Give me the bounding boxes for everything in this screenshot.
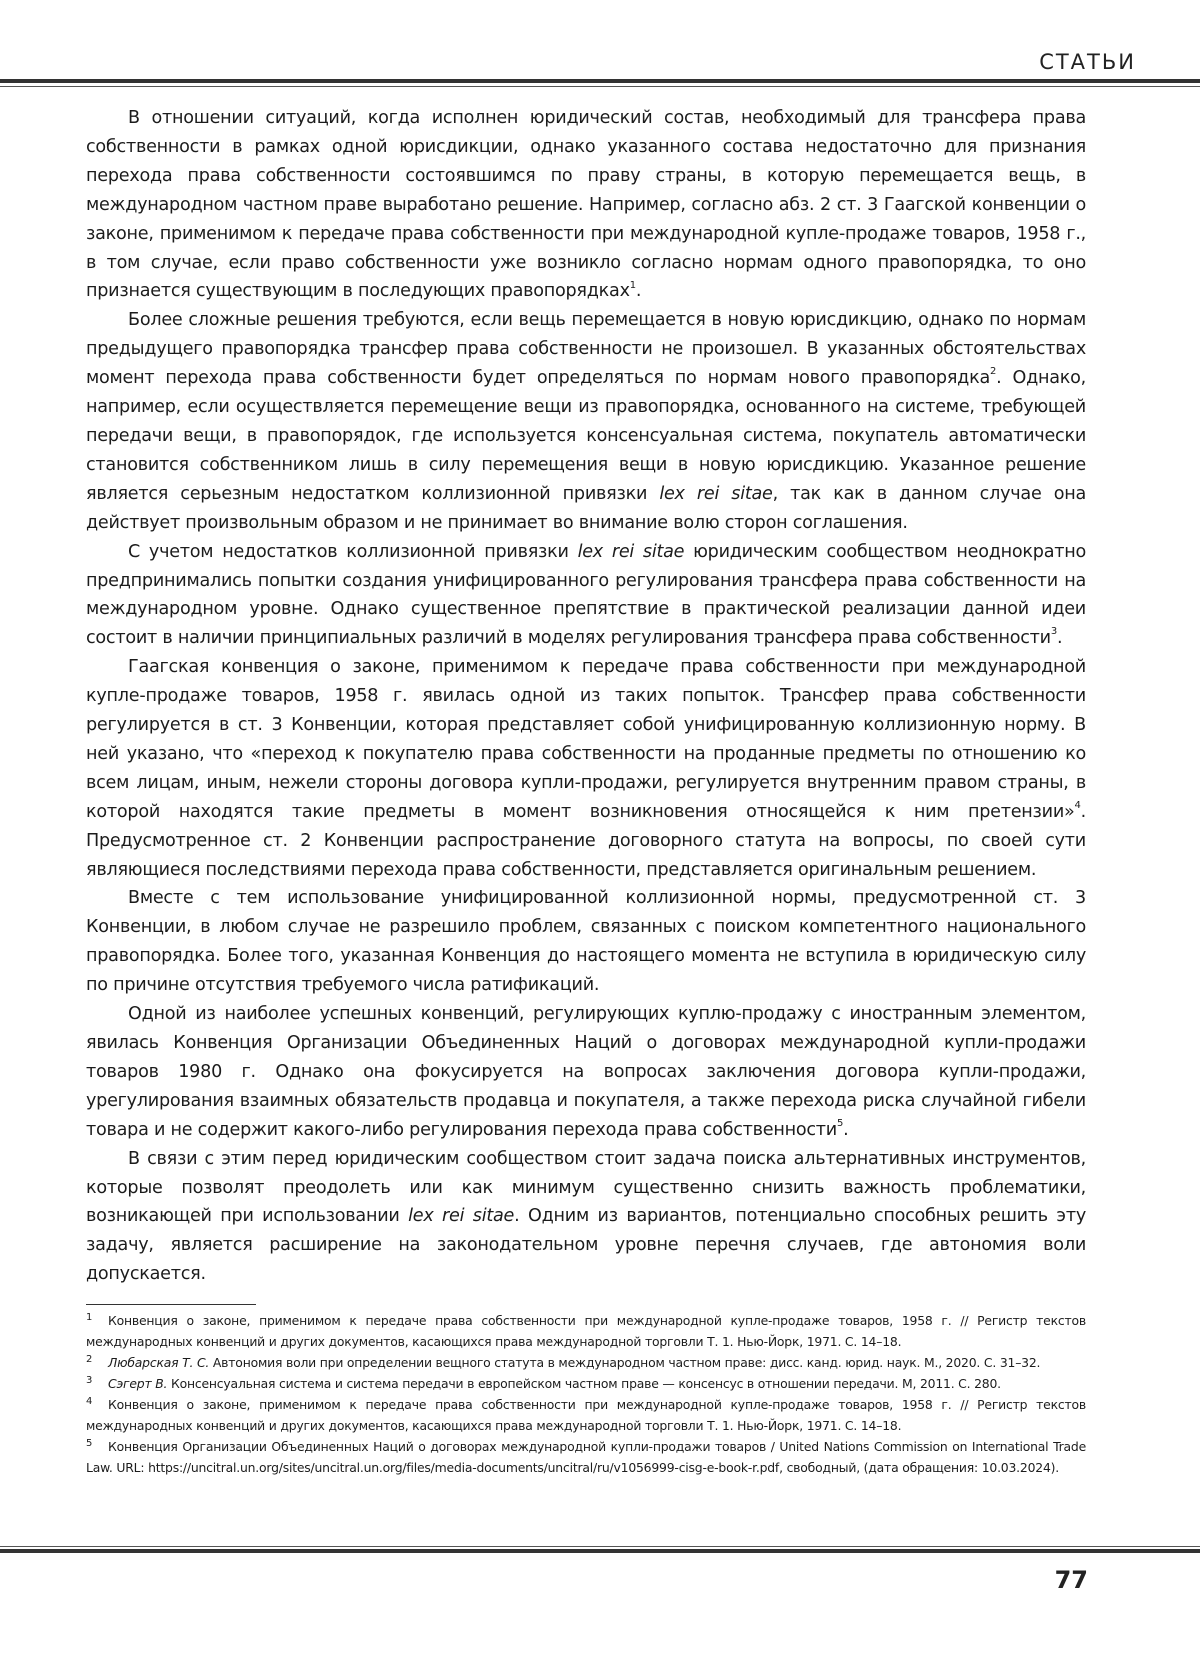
italic-text: lex rei sitae bbox=[408, 1206, 515, 1227]
page-number: 77 bbox=[1054, 1566, 1088, 1594]
footnote-reference: 1 bbox=[629, 279, 636, 291]
footnote-reference: 4 bbox=[1074, 799, 1081, 811]
text-run: . bbox=[635, 281, 642, 302]
text-run: Конвенция о законе, применимом к передаче права собственности при международной купле-продаже товаров, 1958 г. // Регистр текстов международных конвенций и других документов, касающихся права международной торговли Т. 1. Нью-Йорк, 1971. С. 14–18. bbox=[86, 1313, 1086, 1349]
italic-text: Сэгерт В. bbox=[108, 1376, 168, 1391]
text-run: В связи с этим перед юридическим сообществом стоит задача поиска альтернативных инструментов, которые позволят преодолеть или как минимум существенно снизить важность проблематики, возникающей при использовании bbox=[86, 1148, 1086, 1227]
italic-text: lex rei sitae bbox=[659, 483, 773, 504]
italic-text: Любарская Т. С. bbox=[108, 1355, 210, 1370]
italic-text: lex rei sitae bbox=[577, 541, 685, 562]
footnote-separator bbox=[86, 1304, 256, 1305]
text-run: юридическим сообществом неоднократно предпринимались попытки создания унифицированного регулирования трансфера права собственности на международном уровне. Однако существенное препятствие в практической реализации данной идеи состоит в наличии принципиальных различий в моделях регулирования трансфера права собственности bbox=[86, 541, 1086, 649]
text-run: . bbox=[843, 1119, 849, 1140]
text-run: С учетом недостатков коллизионной привязки bbox=[128, 541, 578, 562]
paragraph bbox=[86, 306, 1086, 537]
footnote-reference: 2 bbox=[989, 366, 997, 378]
text-run: Гаагская конвенция о законе, применимом к передаче права собственности при международной купле-продаже товаров, 1958 г. явилась одной из таких попыток. Трансфер права собственности регулируется в ст. 3 Конвенции, которая представляет собой унифицированную коллизионную норму. В ней указано, что «переход к покупателю права собственности на проданные предметы по отношению ко всем лицам, иным, нежели стороны договора купли-продажи, регулируется внутренним правом страны, в которой находятся такие предметы в момент возникновения относящейся к ним претензии» bbox=[86, 657, 1086, 822]
text-run: . Предусмотренное ст. 2 Конвенции распространение договорного статута на вопросы, по своей сути являющиеся последствиями перехода права собственности, представляется оригинальным решением. bbox=[86, 801, 1086, 880]
paragraph bbox=[86, 884, 1086, 1000]
footnote bbox=[86, 1352, 1086, 1373]
paragraph bbox=[86, 538, 1086, 654]
paragraph bbox=[86, 653, 1086, 884]
footer-rule-thin bbox=[0, 1546, 1200, 1547]
footnote-number: 3 bbox=[86, 1375, 93, 1386]
text-run: Одной из наиболее успешных конвенций, регулирующих куплю-продажу с иностранным элементом, явилась Конвенция Организации Объединенных Наций о договорах международной купли-продажи товаров 1980 г. Однако она фокусируется на вопросах заключения договора купли-продажи, урегулирования взаимных обязательств продавца и покупателя, а также перехода риска случайной гибели товара и не содержит какого-либо регулирования перехода права собственности bbox=[86, 1004, 1086, 1140]
paragraph bbox=[86, 1000, 1086, 1145]
footnote bbox=[86, 1310, 1086, 1352]
footnote bbox=[86, 1373, 1086, 1394]
footer-rule bbox=[0, 1549, 1200, 1553]
footnotes bbox=[86, 1310, 1086, 1478]
footnote-reference: 3 bbox=[1050, 626, 1057, 638]
footnote-number: 2 bbox=[86, 1354, 93, 1365]
footnote-number: 5 bbox=[86, 1438, 93, 1449]
text-run: Консенсуальная система и система передачи в европейском частном праве — консенсус в отношении передачи. М, 2011. С. 280. bbox=[167, 1376, 1001, 1391]
paragraph bbox=[86, 104, 1086, 306]
text-run: . Однако, например, если осуществляется перемещение вещи из правопорядка, основанного на системе, требующей передачи вещи, в правопорядок, где используется консенсуальная система, покупатель автоматически становится собственником лишь в силу перемещения вещи в новую юрисдикцию. Указанное решение является серьезным недостатком коллизионной привязки bbox=[86, 368, 1087, 504]
text-run: Более сложные решения требуются, если вещь перемещается в новую юрисдикцию, однако по нормам предыдущего правопорядка трансфер права собственности не произошел. В указанных обстоятельствах момент перехода права собственности будет определяться по нормам нового правопорядка bbox=[86, 310, 1086, 389]
text-run: Автономия воли при определении вещного статута в международном частном праве: дисс. канд. юрид. наук. М., 2020. С. 31–32. bbox=[209, 1355, 1041, 1370]
text-run: Конвенция Организации Объединенных Наций о договорах международной купли-продажи товаров / United Nations Commission on International Trade Law. URL: https://uncitral.un.org/sites/uncitral.un.org/files/media-documents/uncitral/ru/v1056999-cisg-e-book-r.pdf, свободный, (дата обращения: 10.03.2024). bbox=[86, 1439, 1086, 1475]
paragraph bbox=[86, 1145, 1086, 1290]
footnote bbox=[86, 1436, 1086, 1478]
footnote-number: 1 bbox=[86, 1312, 93, 1323]
footnote-reference: 5 bbox=[836, 1117, 844, 1129]
text-run: Конвенция о законе, применимом к передаче права собственности при международной купле-продаже товаров, 1958 г. // Регистр текстов международных конвенций и других документов, касающихся права международной торговли Т. 1. Нью-Йорк, 1971. С. 14–18. bbox=[86, 1397, 1086, 1433]
footnote bbox=[86, 1394, 1086, 1436]
section-label: СТАТЬИ bbox=[1039, 50, 1136, 74]
article-body bbox=[86, 104, 1086, 1289]
text-run: . Одним из вариантов, потенциально способных решить эту задачу, является расширение на законодательном уровне перечня случаев, где автономия воли допускается. bbox=[86, 1206, 1086, 1285]
header-rule bbox=[0, 79, 1200, 83]
text-run: , так как в данном случае она действует произвольным образом и не принимает во внимание волю сторон соглашения. bbox=[86, 483, 1086, 533]
header-rule-thin bbox=[0, 86, 1200, 87]
footnote-number: 4 bbox=[86, 1396, 93, 1407]
text-run: . bbox=[1057, 628, 1063, 649]
text-run: Вместе с тем использование унифицированной коллизионной нормы, предусмотренной ст. 3 Конвенции, в любом случае не разрешило проблем, связанных с поиском компетентного национального правопорядка. Более того, указанная Конвенция до настоящего момента не вступила в юридическую силу по причине отсутствия требуемого числа ратификаций. bbox=[86, 888, 1086, 996]
text-run: В отношении ситуаций, когда исполнен юридический состав, необходимый для трансфера права собственности в рамках одной юрисдикции, однако указанного состава недостаточно для признания перехода права собственности состоявшимся по праву страны, в которую перемещается вещь, в международном частном праве выработано решение. Например, согласно абз. 2 ст. 3 Гаагской конвенции о законе, применимом к передаче права собственности при международной купле-продаже товаров, 1958 г., в том случае, если право собственности уже возникло согласно нормам одного правопорядка, то оно признается существующим в последующих правопорядках bbox=[86, 108, 1086, 302]
